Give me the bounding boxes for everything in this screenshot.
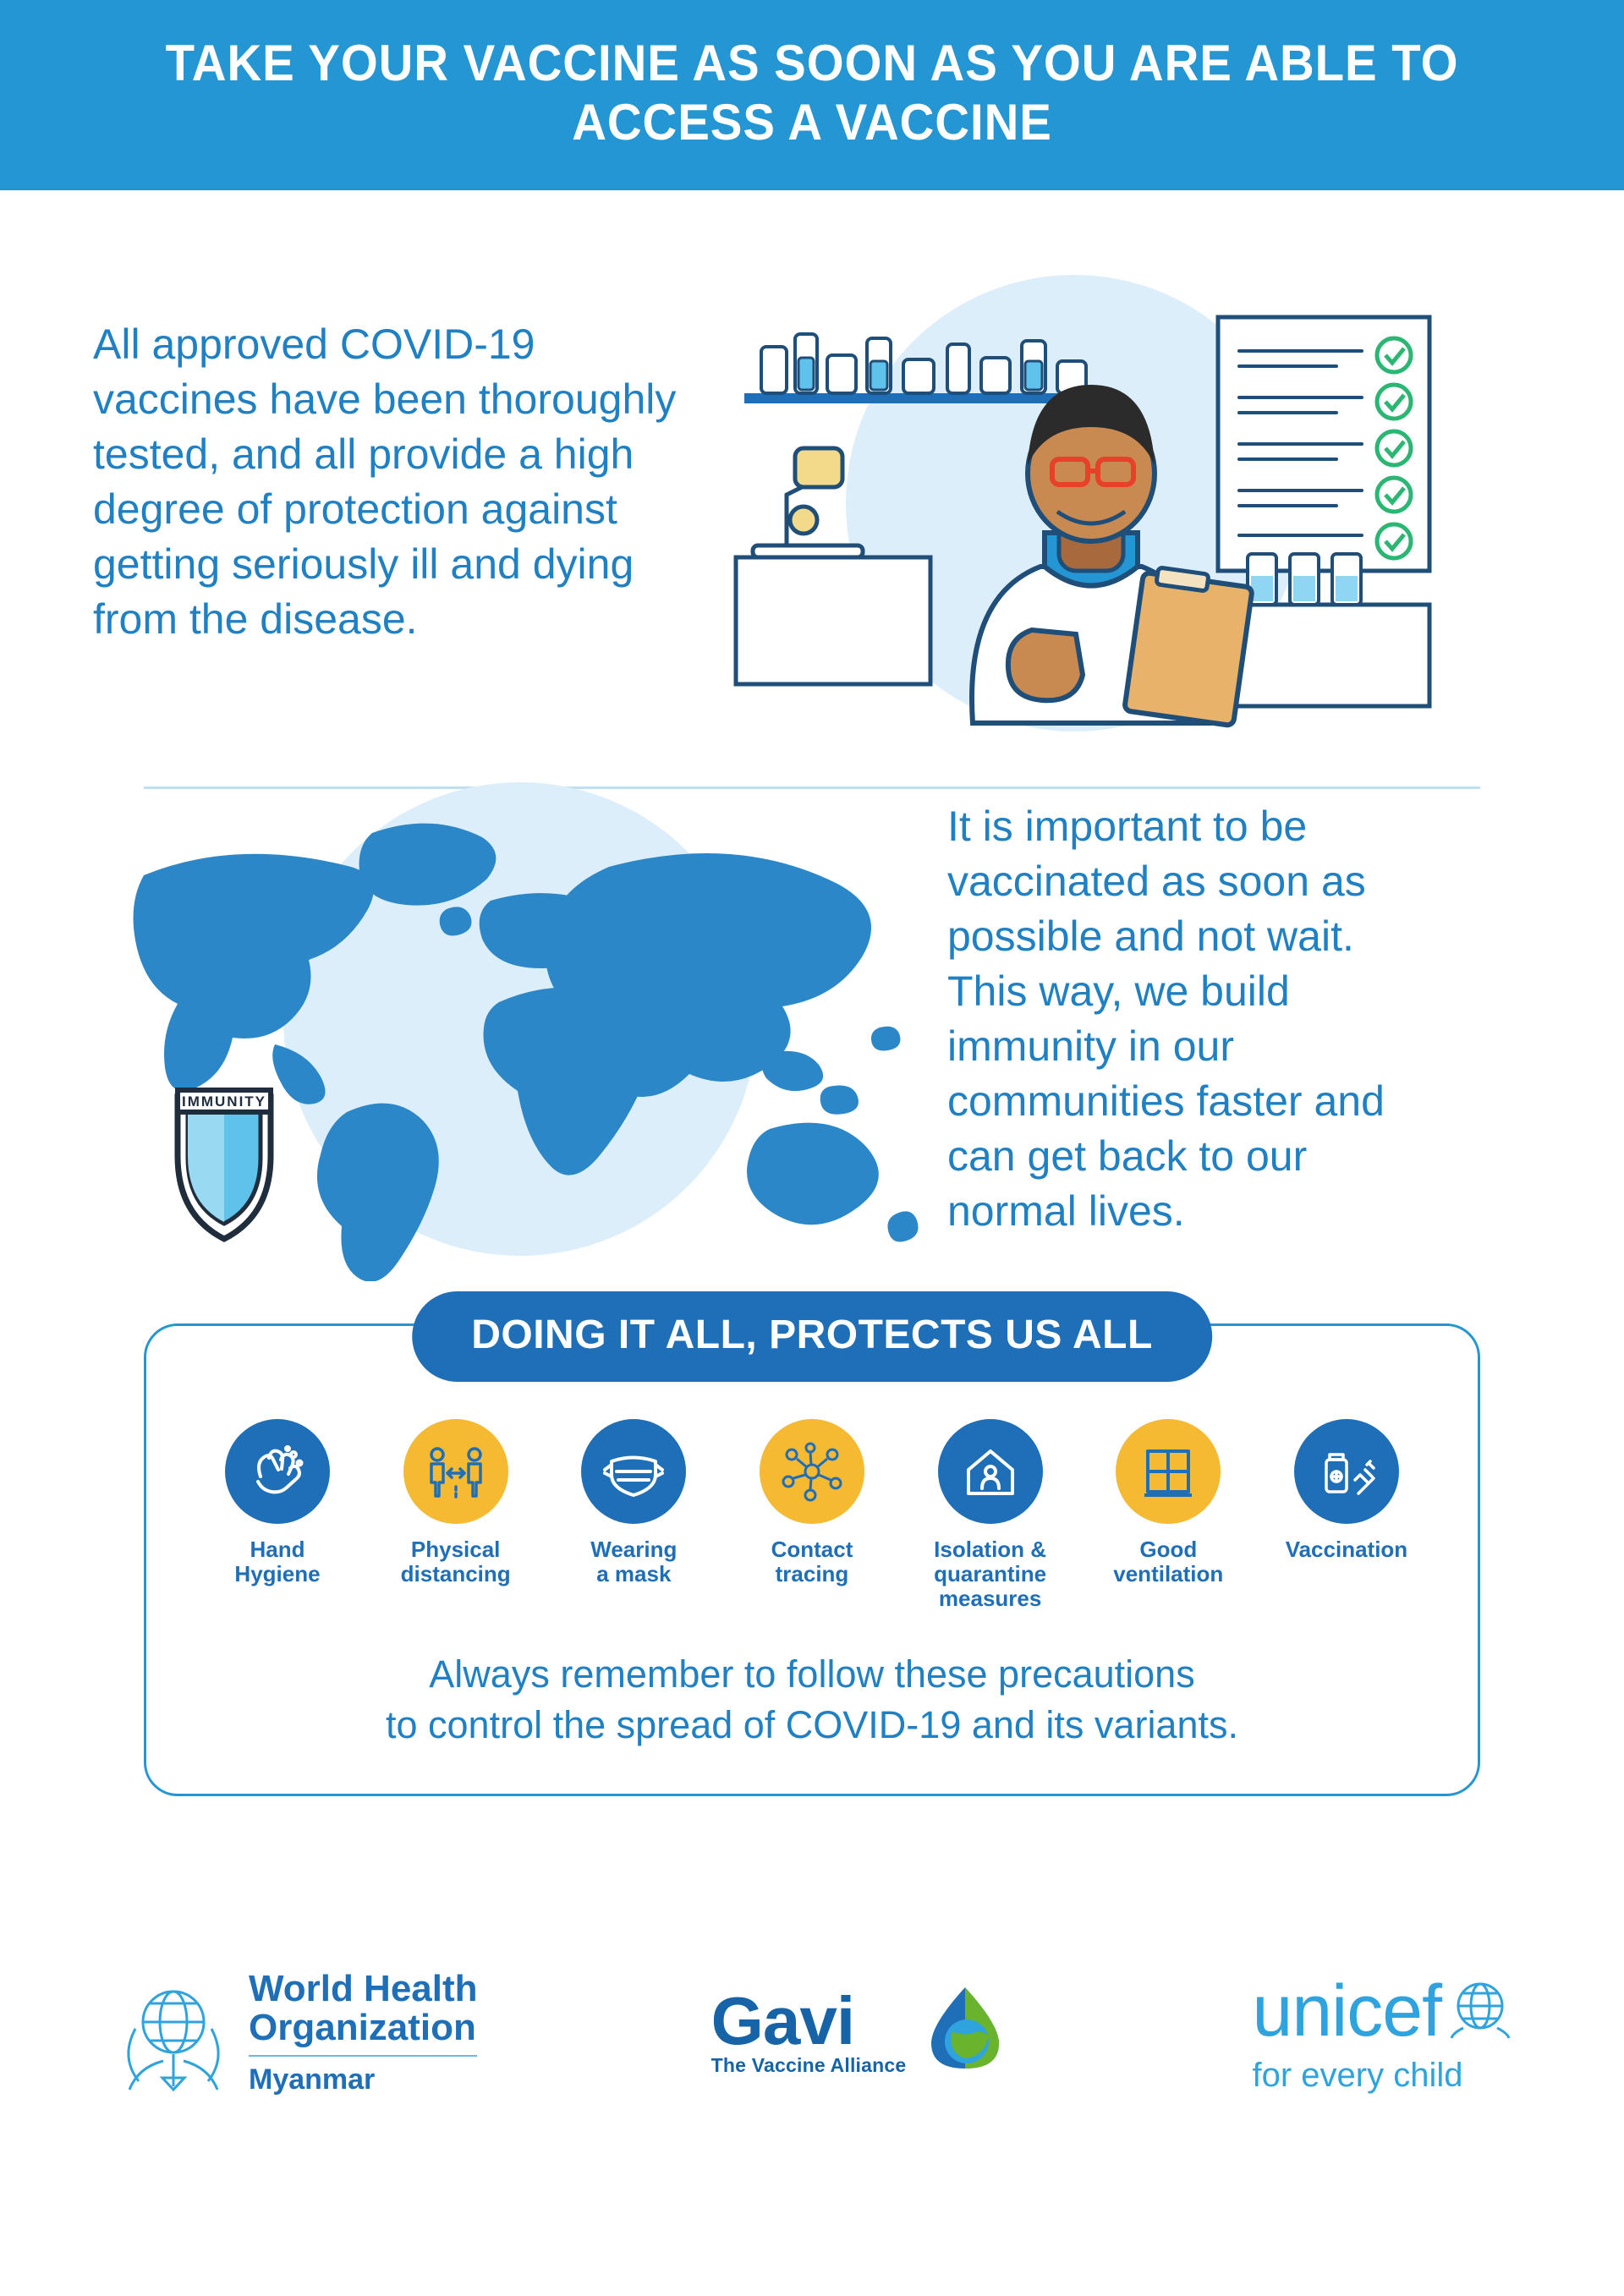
footer-logos	[0, 1906, 1624, 2160]
precaution-label	[1088, 1537, 1248, 1586]
contact-tracing-icon	[760, 1419, 864, 1524]
label-line-1: Isolation &	[934, 1537, 1047, 1563]
gavi-globe-icon	[913, 1981, 1018, 2086]
unicef-globe-icon	[1446, 1972, 1514, 2040]
precaution-good-ventilation	[1088, 1419, 1248, 1586]
section-build-immunity	[0, 774, 1624, 1281]
gavi-subtitle: The Vaccine Alliance	[710, 2054, 907, 2077]
label-line-2: ventilation	[1113, 1561, 1224, 1587]
label-line-1: Hand	[250, 1537, 305, 1563]
who-logo	[110, 1967, 478, 2097]
protect-footer-text	[180, 1649, 1444, 1752]
poster-header	[0, 0, 1624, 190]
protect-footer-line-1: Always remember to follow these precautions	[429, 1652, 1195, 1696]
who-divider	[249, 2055, 477, 2057]
gavi-text-block	[710, 1982, 907, 2077]
unicef-top-row	[1252, 1970, 1514, 2052]
face-mask-icon	[581, 1419, 686, 1524]
svg-text:IMMUNITY: IMMUNITY	[181, 1093, 267, 1110]
precaution-contact-tracing	[732, 1419, 892, 1586]
vaccination-icon	[1294, 1419, 1399, 1524]
section-vaccines-tested	[0, 266, 1624, 740]
label-line-1: Vaccination	[1285, 1537, 1408, 1563]
unicef-tagline: for every child	[1252, 2056, 1463, 2094]
gavi-logo	[711, 1981, 1019, 2086]
label-line-1: Good	[1139, 1537, 1198, 1563]
precaution-label	[910, 1537, 1071, 1611]
who-country: Myanmar	[249, 2063, 376, 2096]
precaution-physical-distancing	[376, 1419, 536, 1586]
scientist-with-clipboard-illustration	[694, 266, 1531, 740]
page-title: TAKE YOUR VACCINE AS SOON AS YOU ARE ABLE TO ACCESS A VACCINE	[165, 35, 1459, 151]
precaution-wearing-a-mask	[553, 1419, 714, 1586]
precaution-hand-hygiene	[197, 1419, 358, 1586]
precaution-label	[1266, 1537, 1427, 1562]
precaution-icons-row	[180, 1419, 1444, 1611]
isolation-quarantine-icon	[938, 1419, 1043, 1524]
who-name-line-2: Organization	[249, 2006, 476, 2048]
who-name-line-1: World Health	[249, 1967, 478, 2009]
precaution-label	[553, 1537, 714, 1586]
section-protect-us-all	[144, 1312, 1480, 1796]
physical-distancing-icon	[403, 1419, 508, 1524]
protect-box	[144, 1323, 1480, 1796]
section2-paragraph: It is important to be vaccinated as soon as possible and not wait. This way, we build immunity in our communities faster and can get back to our normal lives.	[947, 803, 1385, 1236]
label-line-1: Contact	[771, 1537, 853, 1563]
precaution-label	[732, 1537, 892, 1586]
label-line-3: measures	[938, 1586, 1042, 1612]
who-text-block	[249, 1967, 478, 2097]
unicef-wordmark: unicef	[1252, 1970, 1441, 2052]
label-line-2: a mask	[596, 1561, 672, 1587]
protect-banner: DOING IT ALL, PROTECTS US ALL	[412, 1291, 1212, 1382]
unicef-logo	[1252, 1972, 1514, 2095]
protect-footer-line-2: to control the spread of COVID-19 and its variants.	[386, 1703, 1238, 1747]
label-line-2: quarantine	[934, 1561, 1047, 1587]
hand-hygiene-icon	[225, 1419, 330, 1524]
precaution-label	[376, 1537, 536, 1586]
label-line-2: distancing	[400, 1561, 511, 1587]
section1-paragraph: All approved COVID-19 vaccines have been thoroughly tested, and all provide a high degree of protection against getting seriously ill and dying from the disease.	[93, 321, 677, 644]
who-emblem-icon	[110, 1970, 237, 2096]
label-line-2: Hygiene	[234, 1561, 321, 1587]
gavi-wordmark: Gavi	[710, 1982, 855, 2058]
label-line-1: Wearing	[590, 1537, 678, 1563]
world-map-immunity-shield-illustration	[93, 774, 947, 1281]
label-line-2: tracing	[775, 1561, 849, 1587]
precaution-vaccination	[1266, 1419, 1427, 1562]
good-ventilation-icon	[1116, 1419, 1221, 1524]
precaution-label	[197, 1537, 358, 1586]
precaution-isolation-quarantine	[910, 1419, 1071, 1611]
label-line-1: Physical	[410, 1537, 501, 1563]
